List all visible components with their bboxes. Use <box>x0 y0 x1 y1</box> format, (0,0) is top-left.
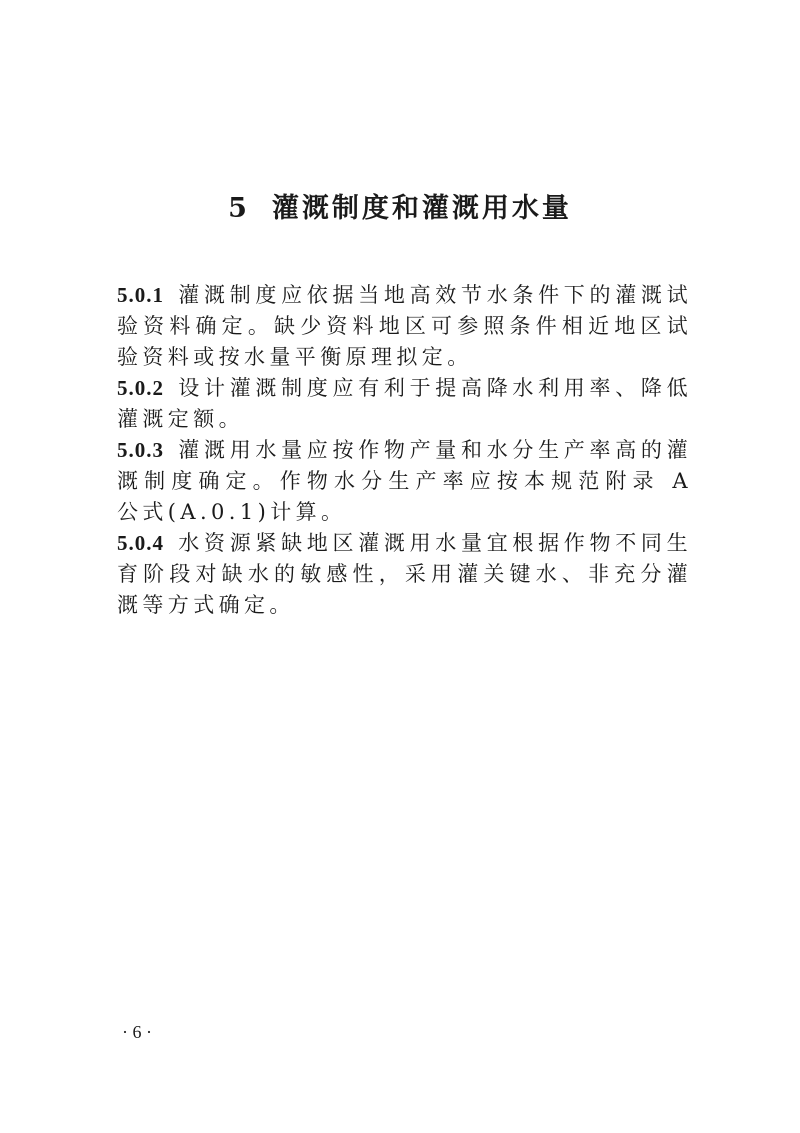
clause-number: 5.0.3 <box>117 438 164 462</box>
clause-text: 灌溉制度应依据当地高效节水条件下的灌溉试验资料确定。缺少资料地区可参照条件相近地区试验资料或按水量平衡原理拟定。 <box>117 283 692 369</box>
clause-5-0-3 <box>117 435 692 528</box>
clause-text: 设计灌溉制度应有利于提高降水利用率、降低灌溉定额。 <box>117 376 692 431</box>
clause-text: 水资源紧缺地区灌溉用水量宜根据作物不同生育阶段对缺水的敏感性，采用灌关键水、非充分灌溉等方式确定。 <box>117 531 692 617</box>
page-number: · 6 · <box>122 1022 152 1042</box>
chapter-heading <box>0 186 800 225</box>
chapter-title: 灌溉制度和灌溉用水量 <box>271 193 572 224</box>
clause-5-0-1 <box>117 280 692 373</box>
clause-5-0-4 <box>117 528 692 621</box>
chapter-body <box>117 280 692 621</box>
clause-text: 灌溉用水量应按作物产量和水分生产率高的灌溉制度确定。作物水分生产率应按本规范附录 A 公式(A.0.1)计算。 <box>117 438 692 524</box>
chapter-number: 5 <box>228 193 250 224</box>
clause-5-0-2 <box>117 373 692 435</box>
clause-number: 5.0.2 <box>117 376 164 400</box>
clause-number: 5.0.1 <box>117 283 164 307</box>
clause-number: 5.0.4 <box>117 531 164 555</box>
